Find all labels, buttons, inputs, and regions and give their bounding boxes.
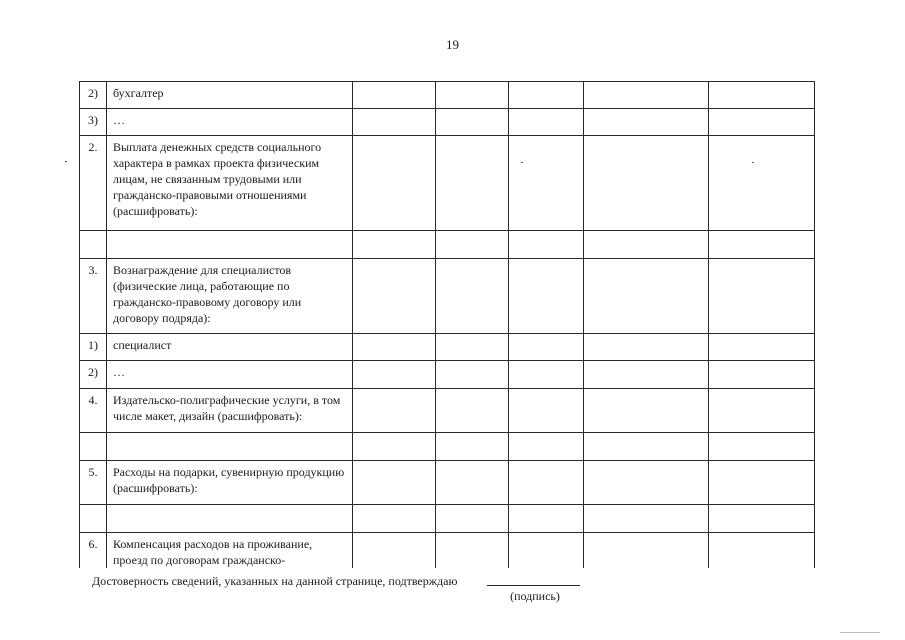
table-row bbox=[80, 231, 815, 259]
row-number: 3. bbox=[80, 259, 107, 334]
table-row bbox=[80, 259, 815, 334]
row-number: 5. bbox=[80, 461, 107, 505]
value-cell bbox=[436, 461, 509, 505]
value-cell bbox=[584, 461, 709, 505]
value-cell bbox=[353, 334, 436, 361]
value-cell bbox=[509, 433, 584, 461]
value-cell bbox=[709, 361, 815, 389]
scan-speck bbox=[840, 632, 880, 633]
table-row bbox=[80, 136, 815, 231]
value-cell bbox=[353, 82, 436, 109]
confirmation-statement: Достоверность сведений, указанных на данной странице, подтверждаю bbox=[92, 574, 458, 588]
value-cell bbox=[509, 505, 584, 533]
value-cell bbox=[436, 82, 509, 109]
value-cell bbox=[353, 389, 436, 433]
row-number: 2) bbox=[80, 82, 107, 109]
value-cell bbox=[709, 136, 815, 231]
value-cell bbox=[353, 231, 436, 259]
value-cell bbox=[584, 82, 709, 109]
value-cell bbox=[353, 505, 436, 533]
value-cell bbox=[584, 334, 709, 361]
value-cell bbox=[709, 433, 815, 461]
value-cell bbox=[509, 109, 584, 136]
value-cell bbox=[584, 433, 709, 461]
value-cell bbox=[436, 136, 509, 231]
row-description: Вознаграждение для специалистов (физические лица, работающие по гражданско-правовому договору или договору подряда): bbox=[107, 259, 353, 334]
value-cell bbox=[709, 533, 815, 569]
value-cell bbox=[436, 231, 509, 259]
value-cell bbox=[584, 136, 709, 231]
value-cell bbox=[436, 334, 509, 361]
table-row bbox=[80, 533, 815, 569]
value-cell bbox=[436, 109, 509, 136]
row-description bbox=[107, 505, 353, 533]
value-cell bbox=[709, 109, 815, 136]
table-row bbox=[80, 334, 815, 361]
value-cell bbox=[436, 389, 509, 433]
table-row bbox=[80, 82, 815, 109]
value-cell bbox=[509, 136, 584, 231]
row-description: … bbox=[107, 361, 353, 389]
value-cell bbox=[709, 334, 815, 361]
value-cell bbox=[584, 109, 709, 136]
row-description: … bbox=[107, 109, 353, 136]
row-number bbox=[80, 231, 107, 259]
value-cell bbox=[709, 461, 815, 505]
value-cell bbox=[584, 259, 709, 334]
scan-speck bbox=[521, 162, 523, 163]
row-number: 1) bbox=[80, 334, 107, 361]
row-description bbox=[107, 231, 353, 259]
row-number: 3) bbox=[80, 109, 107, 136]
signature-line bbox=[487, 585, 580, 586]
expense-table bbox=[79, 81, 815, 568]
value-cell bbox=[353, 533, 436, 569]
row-description: бухгалтер bbox=[107, 82, 353, 109]
table-row bbox=[80, 389, 815, 433]
value-cell bbox=[509, 533, 584, 569]
value-cell bbox=[509, 461, 584, 505]
value-cell bbox=[436, 433, 509, 461]
value-cell bbox=[436, 361, 509, 389]
row-description bbox=[107, 433, 353, 461]
table-row bbox=[80, 505, 815, 533]
row-number: 2) bbox=[80, 361, 107, 389]
table-row bbox=[80, 433, 815, 461]
row-number bbox=[80, 433, 107, 461]
value-cell bbox=[709, 389, 815, 433]
row-number: 4. bbox=[80, 389, 107, 433]
value-cell bbox=[509, 361, 584, 389]
value-cell bbox=[353, 259, 436, 334]
value-cell bbox=[709, 505, 815, 533]
row-number: 6. bbox=[80, 533, 107, 569]
value-cell bbox=[509, 389, 584, 433]
value-cell bbox=[509, 259, 584, 334]
page-number: 19 bbox=[446, 37, 459, 52]
value-cell bbox=[509, 82, 584, 109]
row-description: Расходы на подарки, сувенирную продукцию (расшифровать): bbox=[107, 461, 353, 505]
value-cell bbox=[353, 461, 436, 505]
value-cell bbox=[584, 389, 709, 433]
value-cell bbox=[584, 361, 709, 389]
row-description: Компенсация расходов на проживание, проезд по договорам гражданско- bbox=[107, 533, 353, 569]
value-cell bbox=[353, 433, 436, 461]
table-row bbox=[80, 461, 815, 505]
row-description: Издательско-полиграфические услуги, в том числе макет, дизайн (расшифровать): bbox=[107, 389, 353, 433]
signature-caption: (подпись) bbox=[510, 589, 560, 603]
value-cell bbox=[436, 505, 509, 533]
value-cell bbox=[353, 109, 436, 136]
value-cell bbox=[584, 505, 709, 533]
value-cell bbox=[709, 82, 815, 109]
value-cell bbox=[436, 259, 509, 334]
value-cell bbox=[436, 533, 509, 569]
table-row bbox=[80, 361, 815, 389]
row-number: 2. bbox=[80, 136, 107, 231]
scan-speck bbox=[752, 162, 754, 163]
scan-speck bbox=[65, 161, 67, 162]
table-row bbox=[80, 109, 815, 136]
value-cell bbox=[353, 136, 436, 231]
value-cell bbox=[509, 231, 584, 259]
value-cell bbox=[709, 259, 815, 334]
value-cell bbox=[584, 533, 709, 569]
row-number bbox=[80, 505, 107, 533]
row-description: специалист bbox=[107, 334, 353, 361]
value-cell bbox=[509, 334, 584, 361]
value-cell bbox=[709, 231, 815, 259]
value-cell bbox=[584, 231, 709, 259]
row-description: Выплата денежных средств социального характера в рамках проекта физическим лицам, не связанным трудовыми или гражданско-правовыми отношениями (расшифровать): bbox=[107, 136, 353, 231]
value-cell bbox=[353, 361, 436, 389]
